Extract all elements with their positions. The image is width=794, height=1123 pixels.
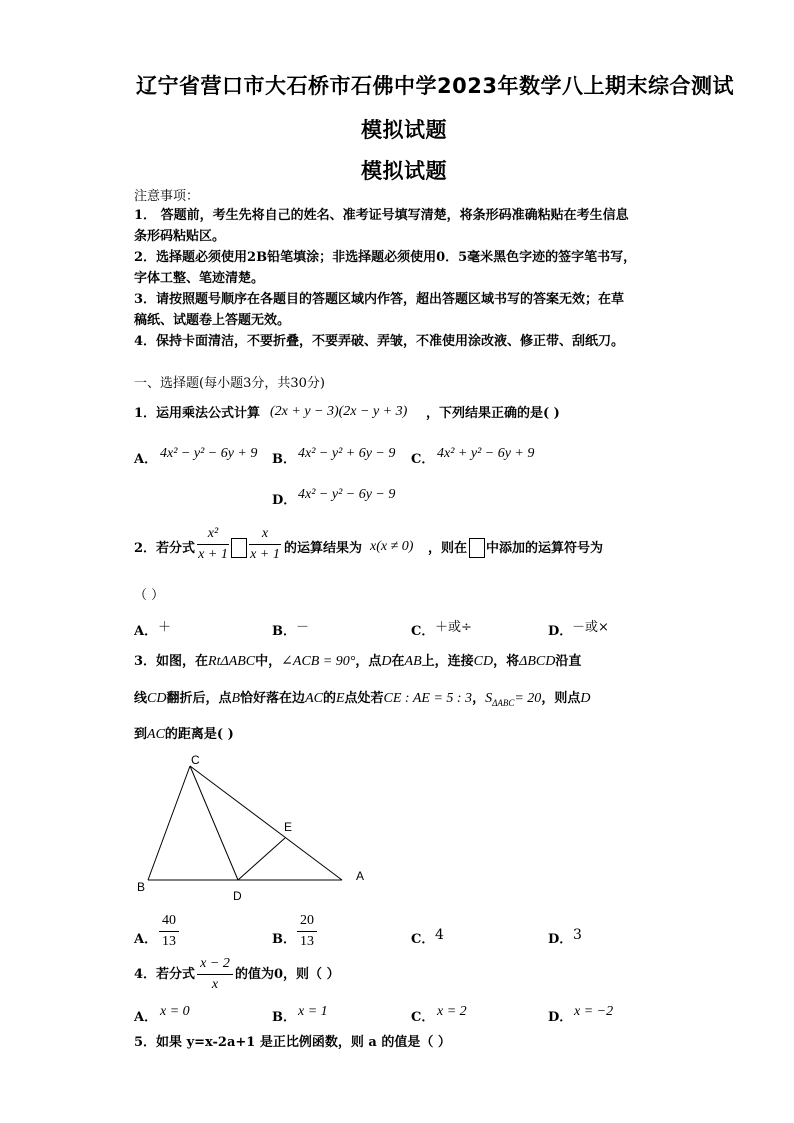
q3-text: ，: [472, 691, 486, 706]
title-line-3: 模拟试题: [361, 159, 447, 183]
q3-math: B: [231, 691, 241, 706]
fraction-numerator: x²: [207, 526, 219, 541]
operator-blank-box[interactable]: [231, 538, 247, 558]
q3-text: ，点: [355, 654, 382, 669]
q3-math: S: [485, 691, 493, 706]
q3-math: D: [381, 654, 392, 669]
q1-option-b-label: B．: [272, 452, 296, 467]
q3-line-3: [134, 723, 234, 743]
q2-stem-then: ，则在: [428, 541, 468, 556]
q4-option-d-label: D．: [548, 1010, 573, 1025]
q1-option-d[interactable]: 4x² − y² − 6y − 9: [298, 487, 396, 502]
q3-math: AC: [147, 727, 165, 742]
q3-math: = 20: [514, 691, 542, 706]
q2-stem-end: 中添加的运算符号为: [486, 541, 604, 556]
q3-math: E: [335, 691, 345, 706]
notice-item: 2．选择题必须使用2B铅笔填涂；非选择题必须使用0．5毫米黑色字迹的签字笔书写，: [134, 250, 637, 265]
q3-math: D: [580, 691, 591, 706]
q4-option-c-label: C．: [411, 1010, 435, 1025]
q4-fraction: [197, 956, 233, 993]
q3-text: 的: [322, 691, 336, 706]
q4-option-a[interactable]: x = 0: [160, 1004, 190, 1019]
q3-triangle-figure: [130, 748, 390, 908]
q2-stem-start: 2．若分式: [134, 541, 196, 556]
q3-text: 沿直: [555, 654, 582, 669]
q1-option-d-label: D．: [272, 493, 297, 508]
q3-math: RtΔABC: [208, 654, 256, 669]
fraction-numerator: 40: [162, 913, 176, 928]
q1-option-a[interactable]: 4x² − y² − 6y + 9: [160, 446, 258, 461]
q1-expression: (2x + y − 3)(2x − y + 3): [270, 404, 408, 419]
q3-math: AC: [305, 691, 323, 706]
q2-option-b[interactable]: －: [296, 620, 310, 635]
q3-option-c[interactable]: 4: [435, 927, 444, 943]
notice-item: 4．保持卡面清洁，不要折叠，不要弄破、弄皱，不准使用涂改液、修正带、刮纸刀。: [134, 334, 625, 349]
q1-option-b[interactable]: 4x² − y² + 6y − 9: [298, 446, 396, 461]
vertex-label-e: E: [284, 820, 293, 834]
q3-text: 3．如图，在: [134, 654, 209, 669]
title-line-1: 辽宁省营口市大石桥市石佛中学2023年数学八上期末综合测试: [136, 74, 734, 98]
fraction-bar: [197, 974, 233, 975]
q1-option-c-label: C．: [411, 452, 435, 467]
q3-text: 中，: [255, 654, 282, 669]
fraction-denominator: 13: [162, 934, 176, 949]
q4-stem-end: 的值为0，则（ ）: [235, 967, 340, 982]
q2-option-b-label: B．: [272, 624, 296, 639]
fraction-denominator: x + 1: [198, 547, 228, 562]
q3-option-a-label: A．: [134, 932, 158, 947]
q3-line-2: [134, 687, 590, 708]
segment-cd: [190, 766, 238, 880]
vertex-label-b: B: [137, 880, 146, 894]
q2-option-d[interactable]: －或×: [572, 620, 609, 635]
fraction-bar: [297, 931, 317, 932]
title-line-2: 模拟试题: [361, 118, 447, 142]
q3-text: 点处若: [344, 691, 384, 706]
vertex-label-a: A: [356, 869, 365, 883]
q3-text: 在: [391, 654, 405, 669]
q3-option-d-label: D．: [548, 932, 573, 947]
vertex-label-d: D: [233, 889, 242, 903]
q4-option-a-label: A．: [134, 1010, 158, 1025]
notice-heading: 注意事项：: [134, 189, 200, 204]
q2-option-c[interactable]: ＋或÷: [435, 620, 472, 635]
q2-expression: x(x ≠ 0): [370, 539, 414, 554]
q3-option-d[interactable]: 3: [573, 927, 582, 943]
fraction-bar: [159, 931, 179, 932]
fraction-numerator: x: [261, 526, 269, 541]
operator-blank-box-ref: [469, 538, 485, 558]
notice-item: 1． 答题前，考生先将自己的姓名、准考证号填写清楚，将条形码准确粘贴在考生信息: [134, 208, 629, 223]
q3-option-a[interactable]: [159, 913, 179, 950]
q4-option-c[interactable]: x = 2: [437, 1004, 467, 1019]
q3-text: 的距离是( ): [164, 727, 234, 742]
q3-math: CE : AE = 5 : 3: [383, 691, 473, 706]
q3-text: ，将: [493, 654, 520, 669]
q2-option-a[interactable]: ＋: [158, 620, 172, 635]
fraction-bar: [249, 544, 281, 545]
q5-stem: 5．如果 y=x-2a+1 是正比例函数，则 a 的值是（ ）: [134, 1035, 451, 1050]
q3-option-b-label: B．: [272, 932, 296, 947]
q3-math-subscript: ΔABC: [492, 698, 515, 709]
q3-line-1: [134, 650, 581, 670]
q3-option-c-label: C．: [411, 932, 435, 947]
side-ca: [190, 766, 342, 880]
q3-text: 恰好落在边: [240, 691, 306, 706]
q1-stem-start: 1．运用乘法公式计算: [134, 406, 261, 421]
q3-math: CD: [147, 691, 167, 706]
fraction-numerator: x − 2: [200, 956, 230, 971]
segment-de: [238, 838, 285, 880]
q2-option-c-label: C．: [411, 624, 435, 639]
q3-text: 线: [134, 691, 148, 706]
q2-stem-middle: 的运算结果为: [284, 541, 363, 556]
q4-option-b[interactable]: x = 1: [298, 1004, 328, 1019]
q4-option-b-label: B．: [272, 1010, 296, 1025]
q2-answer-paren: （ ）: [134, 588, 165, 603]
vertex-label-c: C: [191, 753, 200, 767]
notice-item: 条形码粘贴区。: [134, 229, 226, 244]
fraction-denominator: x: [211, 977, 219, 992]
q3-math: AB: [404, 654, 422, 669]
q1-option-a-label: A．: [134, 452, 158, 467]
q1-stem-end: ，下列结果正确的是( ): [426, 406, 560, 421]
q4-option-d[interactable]: x = −2: [574, 1004, 614, 1019]
q3-math: ∠ACB = 90°: [281, 654, 356, 669]
q3-option-b[interactable]: [297, 913, 317, 950]
fraction-denominator: 13: [300, 934, 314, 949]
q3-text: 到: [134, 727, 148, 742]
q3-math: ΔBCD: [519, 654, 556, 669]
notice-item: 3．请按照题号顺序在各题目的答题区域内作答，超出答题区域书写的答案无效；在草: [134, 292, 625, 307]
q2-option-d-label: D．: [548, 624, 573, 639]
q3-text: ，则点: [541, 691, 581, 706]
side-cb: [148, 766, 190, 880]
q3-text: 翻折后，点: [166, 691, 232, 706]
q2-fraction-1: [197, 526, 229, 563]
q1-option-c[interactable]: 4x² + y² − 6y + 9: [437, 446, 535, 461]
fraction-bar: [197, 544, 229, 545]
notice-item: 字体工整、笔迹清楚。: [134, 271, 265, 286]
notice-item: 稿纸、试题卷上答题无效。: [134, 313, 291, 328]
fraction-denominator: x + 1: [250, 547, 280, 562]
fraction-numerator: 20: [300, 913, 314, 928]
q2-fraction-2: [249, 526, 281, 563]
q2-option-a-label: A．: [134, 624, 158, 639]
q4-stem-start: 4．若分式: [134, 967, 196, 982]
q3-text: 上，连接: [421, 654, 474, 669]
q3-math: CD: [473, 654, 494, 669]
section-heading: 一、选择题(每小题3分，共30分): [134, 376, 325, 391]
